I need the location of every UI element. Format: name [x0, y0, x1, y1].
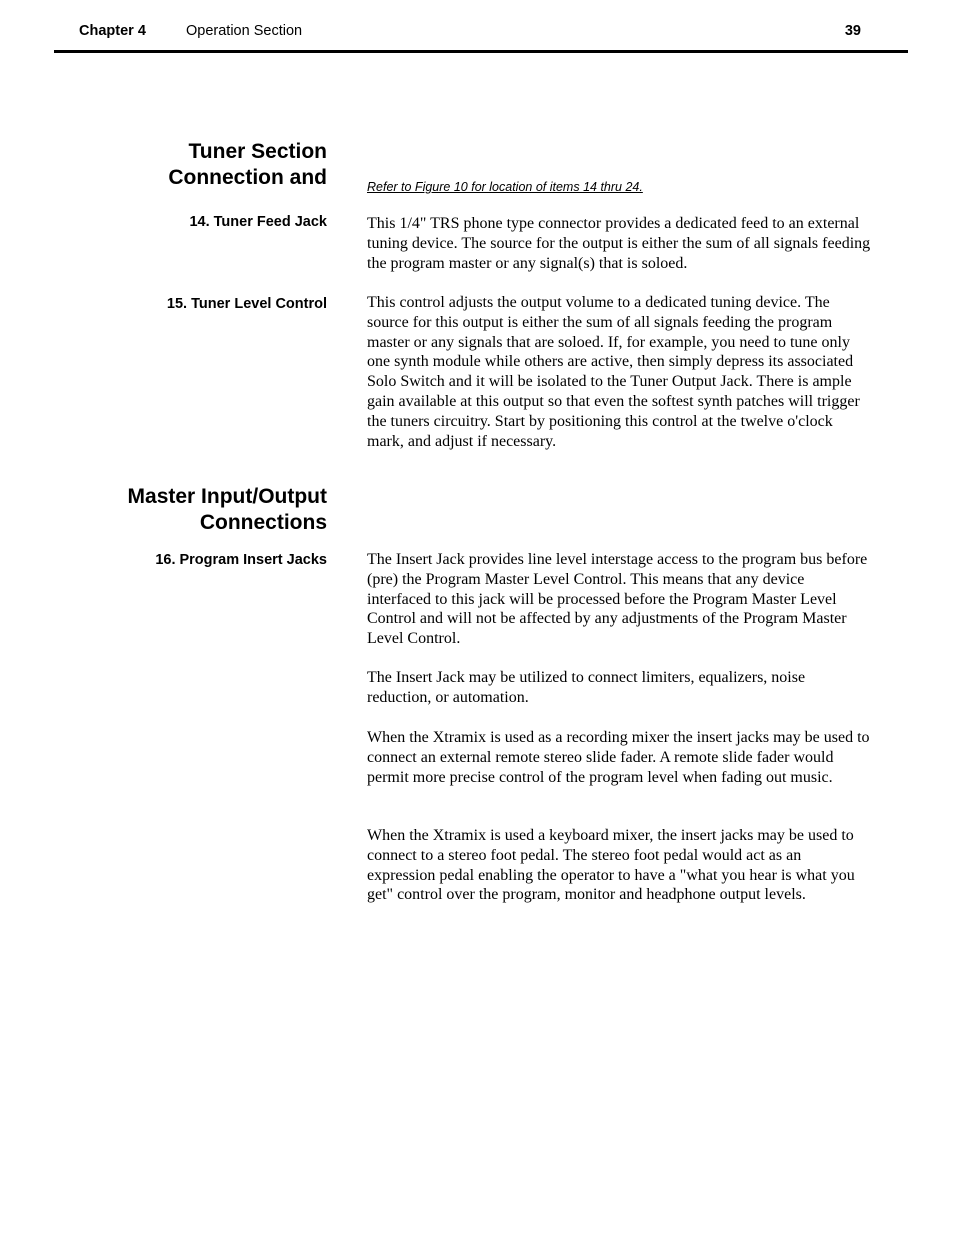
- paragraph: When the Xtramix is used a keyboard mixer, the insert jacks may be used to connect to a stereo foot pedal. The stereo foot pedal would act as an expression pedal enabling the operator to have a "what you hear is what you get" control over the program, monitor and headphone output levels.: [367, 827, 855, 904]
- item-body-program-insert-jacks-3: [367, 728, 872, 787]
- item-title: 16. Program Insert Jacks: [155, 552, 327, 568]
- item-title-tuner-level-control: [54, 295, 327, 313]
- section-title-line: Tuner Section: [188, 140, 327, 163]
- item-body-tuner-feed-jack: [367, 214, 872, 273]
- item-body-program-insert-jacks-2: [367, 668, 872, 708]
- section-title-tuner: [54, 139, 327, 191]
- page-header: [54, 20, 908, 53]
- page-number: 39: [844, 23, 861, 39]
- figure-reference-note: Refer to Figure 10 for location of items 14 thru 24.: [367, 180, 643, 194]
- section-title-master-io: [54, 484, 327, 536]
- section-title-line: Connection and: [168, 166, 327, 189]
- section-title-line: Master Input/Output: [127, 485, 327, 508]
- paragraph: This 1/4" TRS phone type connector provides a dedicated feed to an external tuning device. The source for the output is either the sum of all signals feeding the program master or any signal(s) that is soloed.: [367, 215, 871, 272]
- paragraph: This control adjusts the output volume to a dedicated tuning device. The source for this output is either the sum of all signals feeding the program master or any signals that are soloed. If, for example, you need to tune only one synth module while others are active, then simply depress its associated Solo Switch and it will be isolated to the Tuner Output Jack. There is ample gain available at this output so that even the softest synth patches will trigger the tuners circuitry. Start by positioning this control at the twelve o'clock mark, and adjust if necessary.: [367, 294, 860, 450]
- item-title: 15. Tuner Level Control: [166, 296, 327, 312]
- section-label: Operation Section: [186, 23, 303, 39]
- paragraph: When the Xtramix is used as a recording mixer the insert jacks may be used to connect an external remote stereo slide fader. A remote slide fader would permit more precise control of the program level when fading out music.: [367, 729, 870, 786]
- item-title-tuner-feed-jack: [54, 213, 327, 231]
- item-body-program-insert-jacks: [367, 550, 872, 649]
- item-title: 14. Tuner Feed Jack: [189, 214, 327, 230]
- chapter-label: Chapter 4: [79, 23, 146, 39]
- item-body-tuner-level-control: [367, 293, 872, 451]
- item-title-program-insert-jacks: [54, 551, 327, 569]
- item-body-program-insert-jacks-4: [367, 826, 872, 905]
- paragraph: The Insert Jack may be utilized to connect limiters, equalizers, noise reduction, or automation.: [367, 669, 806, 706]
- section-title-line: Connections: [199, 511, 327, 534]
- paragraph: The Insert Jack provides line level interstage access to the program bus before (pre) the Program Master Level Control. This means that any device interfaced to this jack will be processed before the Program Master Level Control and will not be affected by any adjustments of the Program Master Level Control.: [367, 551, 868, 648]
